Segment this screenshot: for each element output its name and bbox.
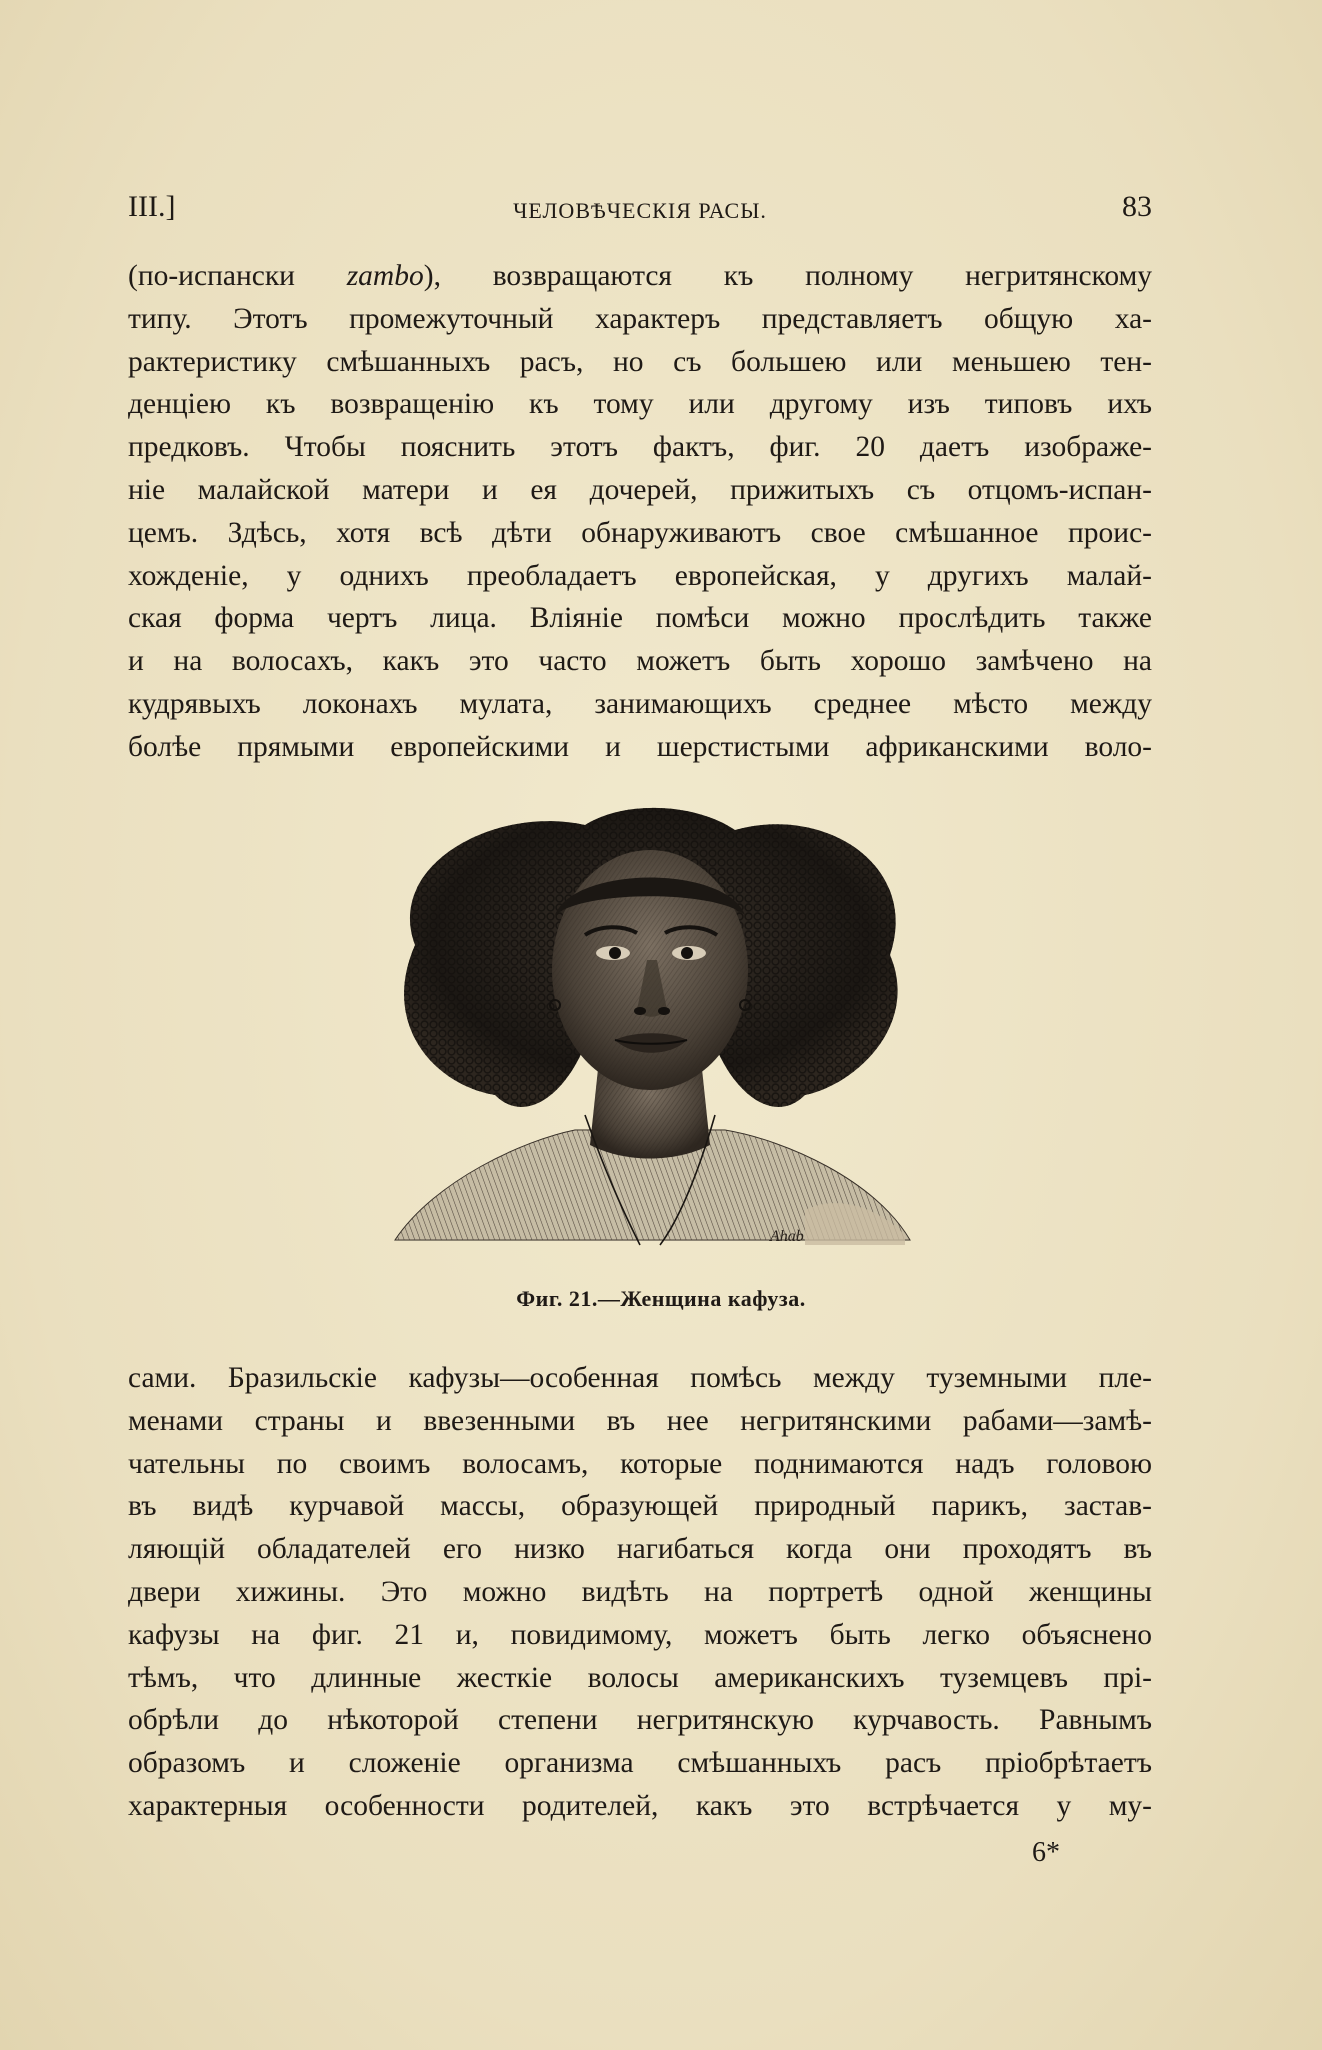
text-line: цемъ. Здѣсь, хотя всѣ дѣти обнаруживаютъ свое смѣшанное проис- xyxy=(128,516,1152,549)
text-line: обрѣли до нѣкоторой степени негритянскую курчавость. Равнымъ xyxy=(128,1704,1152,1737)
text-line: (по-испански zambo), возвращаются къ полному негритянскому xyxy=(128,260,1152,292)
text-line: кафузы на фиг. 21 и, повидимому, можетъ быть легко объяснено xyxy=(128,1618,1152,1651)
figure-caption: Фиг. 21.—Женщина кафуза. xyxy=(516,1286,806,1311)
text-line: ская форма чертъ лица. Вліяніе помѣси можно прослѣдить также xyxy=(128,602,1152,635)
body-text-top xyxy=(128,255,1152,769)
page-number: 83 xyxy=(1122,190,1152,223)
text-line: образомъ и сложеніе организма смѣшанныхъ расъ пріобрѣтаетъ xyxy=(128,1747,1152,1780)
text-line: предковъ. Чтобы пояснить этотъ фактъ, фиг. 20 даетъ изображе- xyxy=(128,431,1152,464)
text-line: кудрявыхъ локонахъ мулата, занимающихъ среднее мѣсто между xyxy=(128,687,1152,720)
body-text-bottom xyxy=(128,1357,1152,1828)
text-line: болѣе прямыми европейскими и шерстистыми африканскими воло- xyxy=(128,730,1152,763)
text-line: менами страны и ввезенными въ нее негритянскими рабами—замѣ- xyxy=(128,1404,1152,1437)
text-line: хожденіе, у однихъ преобладаетъ европейская, у другихъ малай- xyxy=(128,559,1152,592)
text-line: тѣмъ, что длинные жесткіе волосы американскихъ туземцевъ прі- xyxy=(128,1661,1152,1694)
running-title: ЧЕЛОВѢЧЕСКІЯ РАСЫ. xyxy=(513,198,767,223)
text-line: двери хижины. Это можно видѣть на портретѣ одной женщины xyxy=(128,1575,1152,1608)
text-line: ляющій обладателей его низко нагибаться когда они проходятъ въ xyxy=(128,1533,1152,1566)
emphasized-word: zambo xyxy=(346,260,424,292)
engraver-signature: Ahab xyxy=(770,1228,804,1245)
text-line: характерныя особенности родителей, какъ это встрѣчается у му- xyxy=(128,1789,1152,1822)
text-line: денціею къ возвращенію къ тому или другому изъ типовъ ихъ xyxy=(128,388,1152,421)
running-head xyxy=(128,190,1152,230)
engraving-portrait xyxy=(375,795,925,1255)
chapter-number: III.] xyxy=(128,190,176,223)
text-line: рактеристику смѣшанныхъ расъ, но съ большею или меньшею тен- xyxy=(128,345,1152,378)
text-line: въ видѣ курчавой массы, образующей природный парикъ, застав- xyxy=(128,1490,1152,1523)
text-line: типу. Этотъ промежуточный характеръ представляетъ общую ха- xyxy=(128,302,1152,335)
text-line: сами. Бразильскіе кафузы—особенная помѣсь между туземными пле- xyxy=(128,1362,1152,1394)
text-line: и на волосахъ, какъ это часто можетъ быть хорошо замѣчено на xyxy=(128,645,1152,678)
text-line: ніе малайской матери и ея дочерей, прижитыхъ съ отцомъ-испан- xyxy=(128,473,1152,506)
text-line: чательны по своимъ волосамъ, которые поднимаются надъ головою xyxy=(128,1447,1152,1480)
printer-signature-mark: 6* xyxy=(1032,1837,1060,1868)
